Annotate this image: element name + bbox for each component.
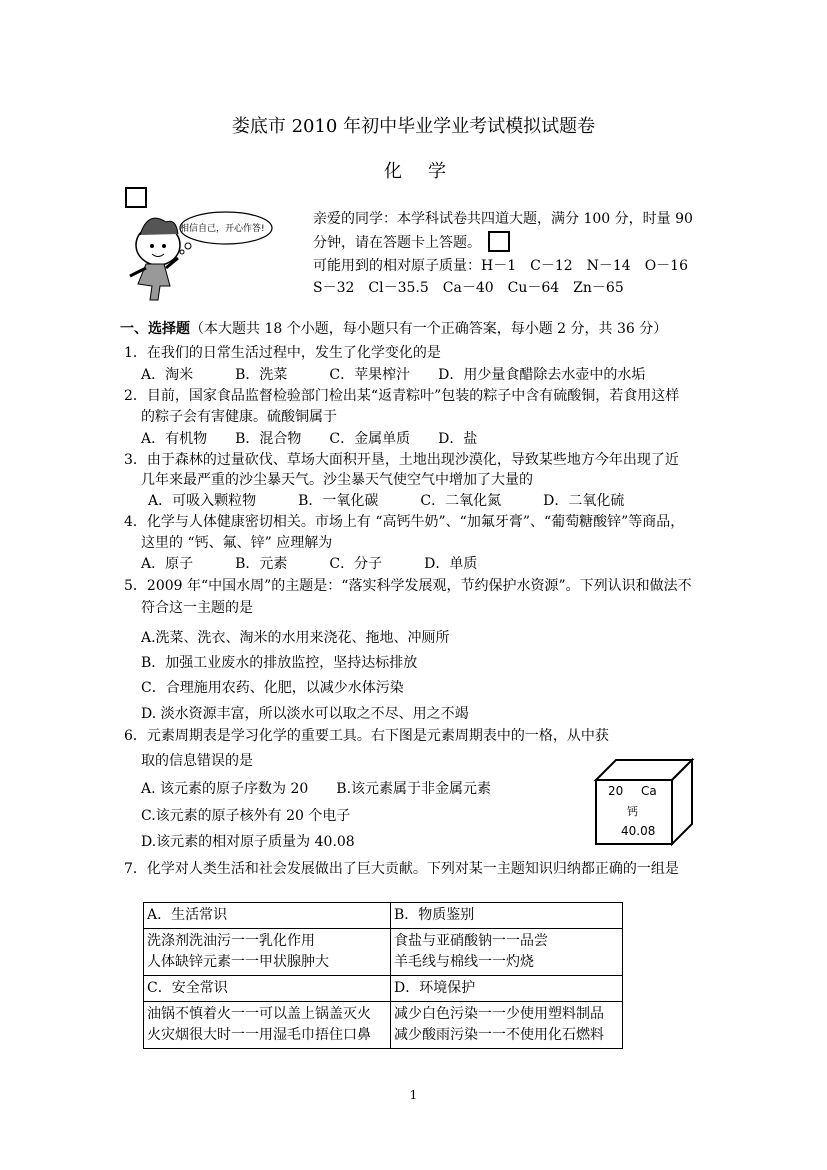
intro-line-2: 分钟，请在答题卡上答题。: [313, 235, 481, 251]
q4-stem-1: 4．化学与人体健康密切相关。市场上有 “高钙牛奶”、“加氟牙膏”、“葡萄糖酸锌”等商品，: [124, 514, 685, 530]
table-cell-d-body: [391, 1002, 623, 1049]
q3-options: A．可吸入颗粒物 B．一氧化碳 C．二氧化氮 D．二氧化硫: [148, 493, 625, 509]
table-cell-d2: 减少酸雨污染一一不使用化石燃料: [394, 1027, 604, 1043]
q2-stem-2: 的粽子会有害健康。硫酸铜属于: [141, 409, 337, 425]
element-name: 钙: [627, 805, 638, 818]
q1-stem: 1．在我们的日常生活过程中，发生了化学变化的是: [124, 345, 441, 361]
intro-line-1: 亲爱的同学：本学科试卷共四道大题，满分 100 分，时量 90: [313, 211, 693, 227]
q7-knowledge-table: [143, 902, 623, 1049]
element-symbol: Ca: [641, 784, 657, 798]
q2-stem-1: 2．目前，国家食品监督检验部门检出某“返青粽叶”包装的粽子中含有硫酸铜，若食用这样: [124, 388, 680, 404]
table-cell-b2: 羊毛线与棉线一一灼烧: [394, 954, 534, 970]
q3-stem-2: 几年来最严重的沙尘暴天气。沙尘暴天气使空气中增加了大量的: [141, 472, 533, 488]
table-cell-b1: 食盐与亚硝酸钠一一品尝: [394, 933, 548, 949]
table-cell-c2: 火灾烟很大时一一用湿毛巾捂住口鼻: [147, 1027, 371, 1043]
q3-stem-1: 3．由于森林的过量砍伐、草场大面积开垦，土地出现沙漠化，导致某些地方今年出现了近: [124, 452, 679, 468]
q1-options: A．淘米 B．洗菜 C．苹果榨汁 D．用少量食醋除去水壶中的水垢: [141, 367, 646, 383]
q6-stem-2: 取的信息错误的是: [141, 753, 253, 769]
table-cell-c-body: [144, 1002, 391, 1049]
table-cell-b-head: B．物质鉴别: [391, 903, 623, 929]
element-mass: 40.08: [621, 824, 656, 838]
q4-stem-2: 这里的 “钙、氟、锌” 应理解为: [141, 535, 333, 551]
table-cell-a1: 洗涤剂洗油污一一乳化作用: [147, 933, 315, 949]
empty-checkbox-2: [488, 231, 510, 252]
table-cell-a-body: [144, 929, 391, 976]
q6-stem-1: 6．元素周期表是学习化学的重要工具。右下图是元素周期表中的一格，从中获: [124, 728, 609, 744]
atomic-mass-line-1: 可能用到的相对原子质量：H－1 C－12 N－14 O－16: [313, 258, 688, 274]
table-cell-d1: 减少白色污染一一少使用塑料制品: [394, 1006, 604, 1022]
table-cell-a2: 人体缺锌元素一一甲状腺肿大: [147, 954, 329, 970]
section-heading: [120, 322, 667, 336]
q6-option-d: D.该元素的相对原子质量为 40.08: [141, 834, 355, 850]
q6-option-c: C.该元素的原子核外有 20 个电子: [141, 808, 351, 824]
page-number: 1: [409, 1088, 418, 1102]
atomic-mass-line-2: S－32 Cl－35.5 Ca－40 Cu－64 Zn－65: [313, 280, 624, 296]
page-title: 娄底市 2010 年初中毕业学业考试模拟试题卷: [231, 116, 596, 137]
q5-option-d: D. 淡水资源丰富，所以淡水可以取之不尽、用之不竭: [141, 706, 469, 722]
q5-option-b: B．加强工业废水的排放监控，坚持达标排放: [141, 655, 418, 671]
table-row: [144, 903, 623, 929]
q5-option-a: A.洗菜、洗衣、淘米的水用来浇花、拖地、冲厕所: [141, 630, 450, 646]
q2-options: A．有机物 B．混合物 C．金属单质 D．盐: [141, 431, 478, 447]
table-row: [144, 976, 623, 1002]
q5-stem-2: 符合这一主题的是: [141, 600, 253, 616]
table-row: [144, 1002, 623, 1049]
subject-title: 化学: [384, 161, 472, 182]
table-row: [144, 929, 623, 976]
q6-options-ab: A. 该元素的原子序数为 20 B.该元素属于非金属元素: [141, 781, 492, 797]
element-atomic-number: 20: [608, 784, 624, 798]
q5-option-c: C．合理施用农药、化肥，以减少水体污染: [141, 680, 404, 696]
table-cell-b-body: [391, 929, 623, 976]
speech-bubble-text: 相信自己，开心作答!: [180, 224, 265, 234]
table-cell-a-head: A．生活常识: [144, 903, 391, 929]
table-cell-c-head: C．安全常识: [144, 976, 391, 1002]
q7-stem: 7．化学对人类生活和社会发展做出了巨大贡献。下列对某一主题知识归纳都正确的一组是: [124, 861, 679, 877]
table-cell-d-head: D．环境保护: [391, 976, 623, 1002]
table-cell-c1: 油锅不慎着火一一可以盖上锅盖灭火: [147, 1006, 371, 1022]
mascot-illustration: [118, 200, 288, 310]
section-heading-note: （本大题共 18 个小题，每小题只有一个正确答案，每小题 2 分，共 36 分）: [190, 321, 668, 337]
q4-options: A．原子 B．元素 C．分子 D．单质: [141, 556, 478, 572]
q5-stem-1: 5．2009 年“中国水周”的主题是：“落实科学发展观，节约保护水资源”。下列认识和做法不: [124, 578, 692, 594]
section-heading-label: 一、选择题: [120, 321, 190, 337]
mascot-icon: [130, 218, 180, 300]
